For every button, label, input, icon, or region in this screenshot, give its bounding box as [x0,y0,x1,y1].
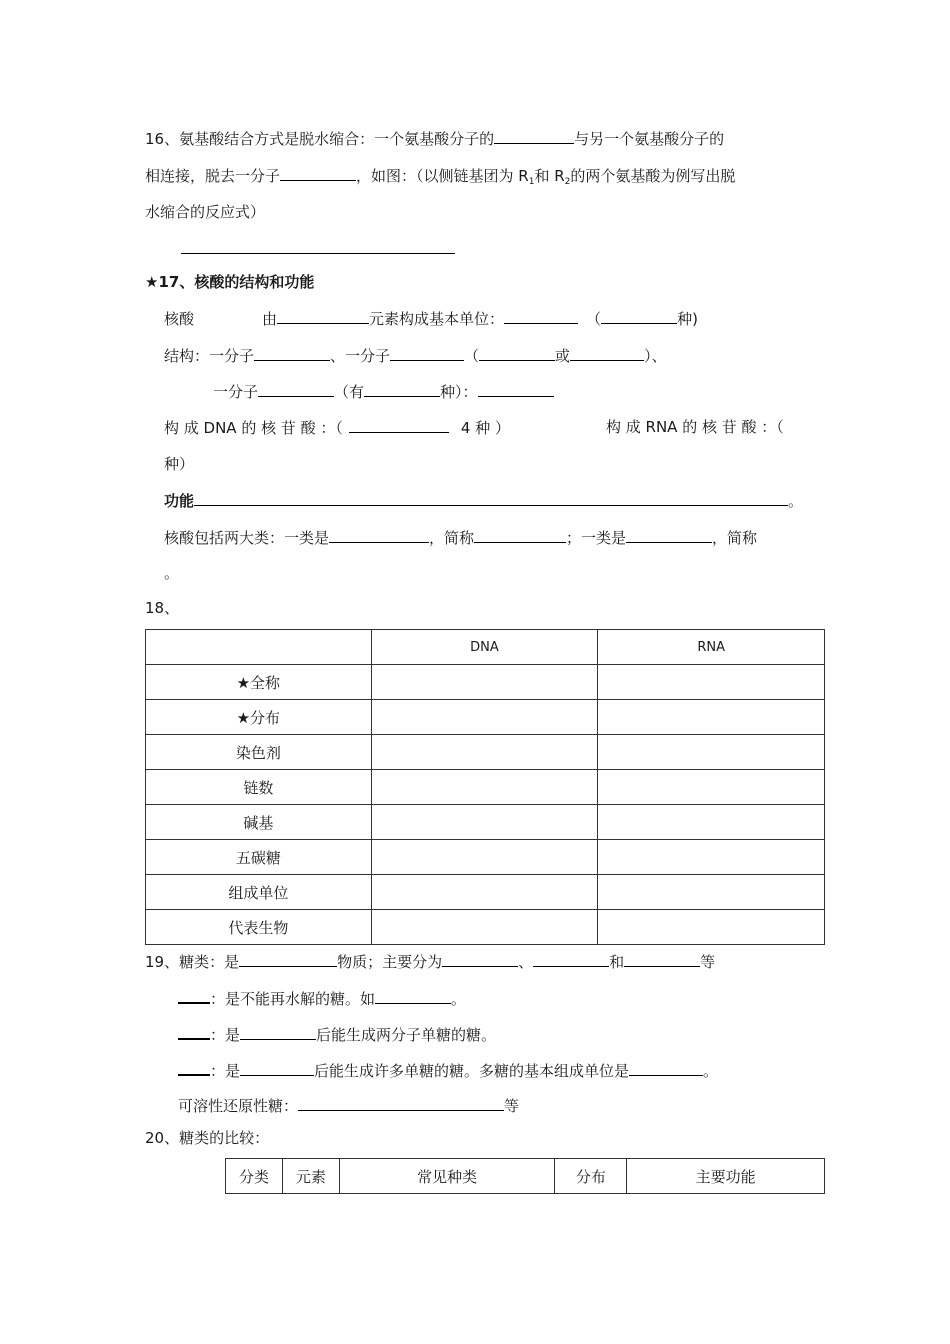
blank[interactable] [494,128,574,144]
blank[interactable] [504,308,578,324]
table-row [146,700,825,735]
q19-line-4: ：是 后能生成许多单糖的糖。多糖的基本组成单位是 。 [178,1059,718,1079]
header-cell: 分布 [555,1159,627,1194]
table-row [146,770,825,805]
blank[interactable] [239,951,337,967]
q19-line-1: 19、糖类：是 物质；主要分为 、 和 等 [145,953,716,971]
blank[interactable] [629,1060,703,1076]
q18-label: 18、 [145,599,180,617]
blank[interactable] [280,165,356,181]
q17-line-8: 。 [164,564,180,582]
blank[interactable] [349,417,449,433]
header-cell [146,630,372,665]
q17-line-4: 构 成 DNA 的 核 苷 酸 ：（ 4 种 ） [164,419,511,437]
table-header-row [226,1159,825,1194]
header-cell-rna: RNA [598,630,825,665]
q20-label: 20、糖类的比较： [145,1129,270,1147]
blank[interactable] [194,490,788,506]
q17-line-1: 核酸 由 元素构成基本单位： （ 种) [164,310,698,328]
row-label: 五碳糖 [146,840,372,875]
q19-line-5: 可溶性还原性糖： 等 [178,1097,520,1115]
table-row [146,805,825,840]
answer-cell[interactable] [598,700,825,735]
row-label: 组成单位 [146,875,372,910]
row-label: 代表生物 [146,910,372,945]
row-label: ★分布 [146,700,372,735]
answer-cell[interactable] [598,735,825,770]
answer-cell[interactable] [371,735,598,770]
answer-cell[interactable] [598,910,825,945]
q17-title: ★17、核酸的结构和功能 [145,273,315,291]
q16-line-2: 相连接，脱去一分子 ，如图：（以侧链基团为 $R_1$和 $R_2$的两个氨基酸为例写出脱 [145,167,736,187]
blank[interactable] [533,951,609,967]
header-cell-dna: DNA [371,630,598,665]
answer-cell[interactable] [371,805,598,840]
table-row [146,910,825,945]
answer-cell[interactable] [371,665,598,700]
answer-cell[interactable] [371,840,598,875]
blank[interactable] [570,345,644,361]
blank[interactable] [364,381,440,397]
blank[interactable] [254,345,330,361]
blank[interactable] [258,381,334,397]
blank[interactable] [442,951,518,967]
answer-cell[interactable] [598,840,825,875]
blank[interactable] [298,1095,504,1111]
q16-line-1: 16、氨基酸结合方式是脱水缩合：一个氨基酸分子的 与另一个氨基酸分子的 [145,130,725,148]
answer-cell[interactable] [598,805,825,840]
q16-line-3: 水缩合的反应式） [145,203,266,221]
header-cell: 常见种类 [339,1159,555,1194]
q17-line-2: 结构：一分子 、一分子 （ 或 ）、 [164,347,667,365]
blank[interactable] [178,1023,210,1040]
q17-line-4-right: 构 成 RNA 的 核 苷 酸 ：（ [606,418,784,436]
answer-cell[interactable] [371,875,598,910]
answer-cell[interactable] [371,910,598,945]
dna-rna-table [145,629,825,945]
blank[interactable] [390,345,464,361]
row-label: ★全称 [146,665,372,700]
blank[interactable] [624,951,700,967]
row-label: 碱基 [146,805,372,840]
blank[interactable] [375,988,451,1004]
table-row [146,840,825,875]
row-label: 染色剂 [146,735,372,770]
header-cell: 元素 [282,1159,339,1194]
blank[interactable] [240,1060,314,1076]
q19-line-3: ：是 后能生成两分子单糖的糖。 [178,1023,496,1043]
blank[interactable] [277,308,369,324]
table-header-row [146,630,825,665]
blank[interactable] [329,527,429,543]
sugar-comparison-table [225,1158,825,1194]
blank[interactable] [178,1059,210,1076]
header-cell: 分类 [226,1159,283,1194]
blank[interactable] [478,381,554,397]
q19-line-2: ：是不能再水解的糖。如 。 [178,987,466,1007]
blank[interactable] [240,1024,316,1040]
answer-cell[interactable] [598,770,825,805]
header-cell: 主要功能 [627,1159,825,1194]
blank[interactable] [474,527,566,543]
table-row [146,735,825,770]
answer-cell[interactable] [598,875,825,910]
row-label: 链数 [146,770,372,805]
answer-cell[interactable] [598,665,825,700]
blank[interactable] [601,308,677,324]
q17-line-5: 种） [164,455,195,473]
table-row [146,875,825,910]
table-row [146,665,825,700]
q17-line-3: 一分子 （有 种）： [213,381,554,401]
answer-cell[interactable] [371,770,598,805]
blank[interactable] [178,987,210,1004]
blank[interactable] [626,527,712,543]
blank[interactable] [479,345,555,361]
answer-cell[interactable] [371,700,598,735]
q17-line-7: 核酸包括两大类：一类是 ，简称 ；一类是 ，简称 [164,529,758,547]
q17-function: 功能 。 [164,492,804,510]
answer-line[interactable] [181,253,455,254]
